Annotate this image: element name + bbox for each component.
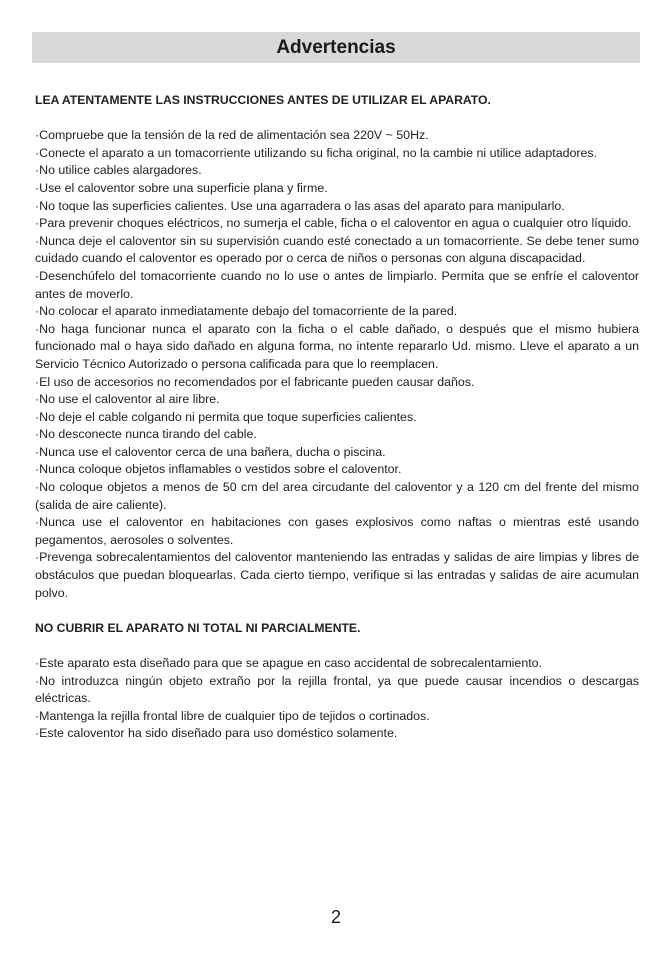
section1-list [35, 127, 639, 602]
list-item: ·Prevenga sobrecalentamientos del caloventor manteniendo las entradas y salidas de aire limpias y libres de obstáculos que puedan bloquearlas. Cada cierto tiempo, verifique si las entradas y salidas de aire acumulan polvo. [35, 550, 639, 600]
list-item: ·Este caloventor ha sido diseñado para uso doméstico solamente. [35, 726, 398, 741]
list-item: ·Compruebe que la tensión de la red de alimentación sea 220V ~ 50Hz. [35, 128, 429, 143]
list-item: ·Para prevenir choques eléctricos, no sumerja el cable, ficha o el caloventor en agua o cualquier otro líquido. [35, 216, 632, 231]
list-item: ·Este aparato esta diseñado para que se apague en caso accidental de sobrecalentamiento. [35, 656, 542, 670]
list-item: ·Mantenga la rejilla frontal libre de cualquier tipo de tejidos o cortinados. [35, 708, 430, 723]
list-item: ·El uso de accesorios no recomendados por el fabricante pueden causar daños. [35, 374, 475, 389]
section1-heading: LEA ATENTAMENTE LAS INSTRUCCIONES ANTES DE UTILIZAR EL APARATO. [35, 93, 491, 107]
list-item: ·Use el caloventor sobre una superficie plana y firme. [35, 180, 328, 195]
list-item: ·Nunca deje el caloventor sin su supervisión cuando esté conectado a un tomacorriente. Se debe tener sumo cuidado cuando el caloventor es operado por o cerca de niños o personas con alguna discapacidad. [35, 233, 639, 266]
list-item: ·No coloque objetos a menos de 50 cm del area circudante del caloventor y a 120 cm del frente del mismo (salida de aire caliente). [35, 480, 639, 512]
section2-heading: NO CUBRIR EL APARATO NI TOTAL NI PARCIALMENTE. [35, 620, 361, 635]
page-title: Advertencias [276, 36, 396, 58]
list-item: ·No haga funcionar nunca el aparato con la ficha o el cable dañado, o después que el mismo hubiera funcionado mal o haya sido dañado en alguna forma, no intente repararlo Ud. mismo. Lleve el aparato a un Servicio Técnico Autorizado o persona calificada para que lo reemplacen. [35, 321, 639, 371]
list-item: ·No deje el cable colgando ni permita que toque superficies calientes. [35, 409, 417, 424]
list-item: ·No desconecte nunca tirando del cable. [35, 427, 257, 442]
list-item: ·Conecte el aparato a un tomacorriente utilizando su ficha original, no la cambie ni utilice adaptadores. [35, 145, 598, 160]
list-item: ·No colocar el aparato inmediatamente debajo del tomacorriente de la pared. [35, 304, 458, 319]
list-item: ·Nunca coloque objetos inflamables o vestidos sobre el caloventor. [35, 462, 402, 477]
list-item: ·No toque las superficies calientes. Use una agarradera o las asas del aparato para manipularlo. [35, 198, 565, 213]
list-item: ·Desenchúfelo del tomacorriente cuando no lo use o antes de limpiarlo. Permita que se enfríe el caloventor antes de moverlo. [35, 268, 639, 301]
list-item: ·Nunca use el caloventor en habitaciones con gases explosivos como naftas o mientras esté usando pegamentos, aerosoles o solventes. [35, 515, 639, 547]
list-item: ·No use el caloventor al aire libre. [35, 392, 220, 407]
title-bar [32, 32, 640, 63]
warnings-content [35, 92, 639, 743]
list-item: ·Nunca use el caloventor cerca de una bañera, ducha o piscina. [35, 444, 386, 459]
page-number: 2 [330, 907, 341, 927]
list-item: ·No introduzca ningún objeto extraño por la rejilla frontal, ya que puede causar incendios o descargas eléctricas. [35, 673, 639, 706]
section2-list [35, 655, 639, 743]
list-item: ·No utilice cables alargadores. [35, 163, 202, 178]
